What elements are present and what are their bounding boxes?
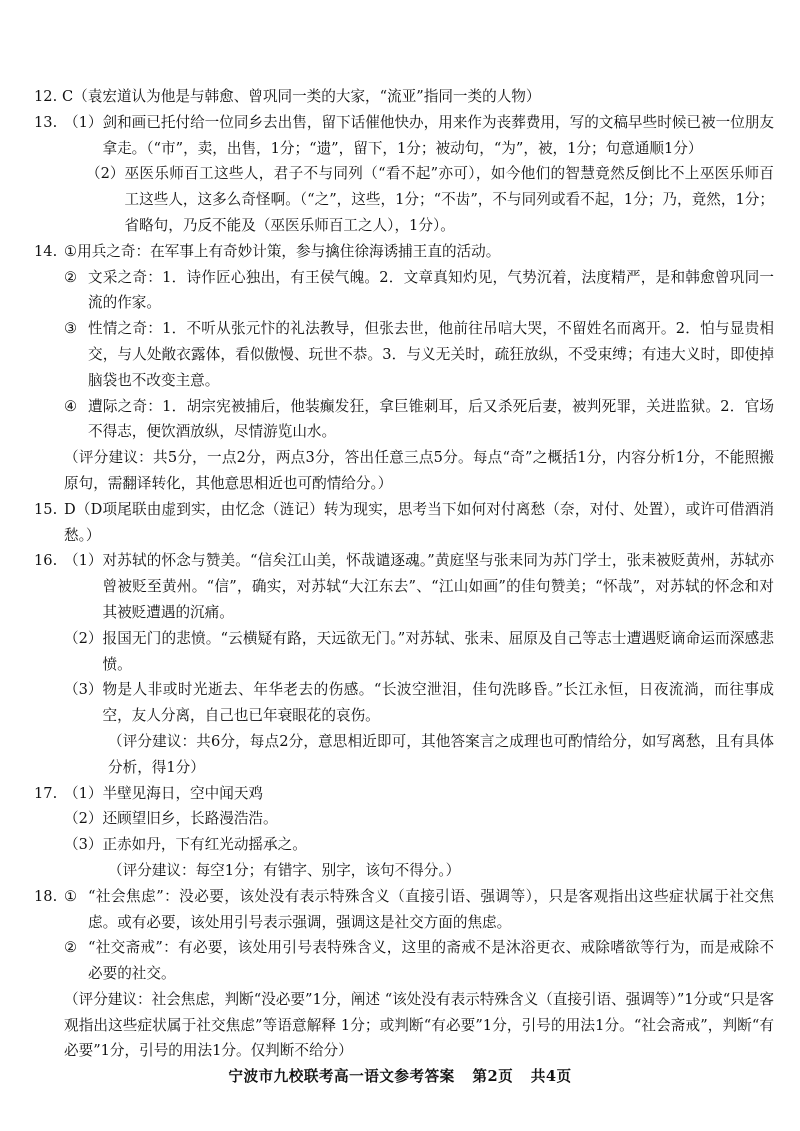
question-13-part-2: [34, 161, 774, 238]
question-12: [34, 84, 774, 110]
answer-text: 性情之奇：1．不听从张元忭的礼法教导，但张去世，他前往吊唁大哭，不留姓名而离开。2．怕与显贵相交，与人处敞衣露体，看似傲慢、玩世不恭。3．与义无关时，疏狂放纵，不受束缚；有违大义时，即使掉脑袋也不改变主意。: [88, 320, 774, 389]
question-17-part-1: [34, 781, 774, 807]
question-number: 18.: [34, 887, 58, 905]
answer-text: 半壁见海日，空中闻天鸡: [102, 784, 264, 802]
answer-text: “社会焦虑”：没必要，该处没有表示特殊含义（直接引语、强调等），只是客观指出这些症状属于社交焦虑。或有必要，该处用引号表示强调，强调这是社交方面的焦虑。: [88, 887, 774, 931]
part-label: （1）: [64, 784, 103, 802]
item-label: ②: [64, 268, 78, 286]
question-16-part-2: [34, 626, 774, 678]
question-18-scoring: [34, 987, 774, 1064]
answer-text: 物是人非或时光逝去、年华老去的伤感。“长波空泄泪，佳句洗眵昏。”长江永恒，日夜流淌，而往事成空，友人分离，自己也已年衰眼花的哀伤。: [102, 681, 774, 725]
part-label: （2）: [64, 810, 103, 828]
question-17-part-2: [34, 806, 774, 832]
item-label: ②: [64, 939, 78, 957]
question-18-item-2: [34, 935, 774, 987]
question-14-item-1: [34, 239, 774, 265]
part-label: （2）: [64, 629, 103, 647]
answer-text: 遭际之奇：1．胡宗宪被捕后，他装癫发狂，拿巨锥刺耳，后又杀死后妻，被判死罪，关进监狱。2．官场不得志，便饮酒放纵，尽情游览山水。: [88, 397, 774, 441]
answer-text: 还顾望旧乡，长路漫浩浩。: [102, 810, 278, 828]
answer-text: 用兵之奇：在军事上有奇妙计策，参与擒住徐海诱捕王直的活动。: [77, 242, 501, 260]
question-17-scoring: [34, 858, 774, 884]
scoring-note: （评分建议：共5分，一点2分，两点3分，答出任意三点5分。每点“奇”之概括1分，内容分析1分，不能照搬原句，需翻译转化，其他意思相近也可酌情给分。）: [64, 449, 774, 492]
question-14-item-3: [34, 316, 774, 393]
item-label: ①: [64, 887, 78, 905]
answer-text: 对苏轼的怀念与赞美。“信矣江山美，怀哉谴逐魂。”黄庭坚与张耒同为苏门学士，张耒被贬黄州，苏轼亦曾被贬至黄州。“信”，确实，对苏轼“大江东去”、“江山如画”的佳句赞美；“怀哉”，对苏轼的怀念和对其被贬遭遇的沉痛。: [102, 552, 774, 621]
item-label: ①: [64, 242, 78, 260]
page-footer: [0, 1064, 800, 1090]
question-number: 15.: [34, 500, 58, 518]
part-label: （1）: [64, 113, 103, 131]
footer-page-number: 第2页: [472, 1068, 514, 1085]
footer-total-pages: 共4页: [530, 1068, 572, 1085]
part-label: （2）: [86, 165, 125, 183]
answer-text: 剑和画已托付给一位同乡去出售，留下话催他快办，用来作为丧葬费用，写的文稿早些时候已被一位朋友拿走。（“市”，卖，出售，1分；“遗”，留下，1分；被动句，“为”，被，1分；句意通顺1分）: [102, 113, 774, 157]
question-14-item-4: [34, 394, 774, 446]
answer-text: D（D项尾联由虚到实，由忆念（涟记）转为现实，思考当下如何对付离愁（奈，对付、处置），或许可借酒消愁。）: [64, 500, 774, 544]
question-18-item-1: [34, 884, 774, 936]
answer-text: 巫医乐师百工这些人，君子不与同列（“看不起”亦可），如今他们的智慧竟然反倒比不上巫医乐师百工这些人，这多么奇怪啊。（“之”，这些，1分；“不齿”，不与同列或看不起，1分；乃，竟然，1分；省略句，乃反不能及（巫医乐师百工之人），1分）。: [124, 165, 774, 234]
scoring-note: （评分建议：社会焦虑，判断“没必要”1分，阐述 “该处没有表示特殊含义（直接引语、强调等）”1分或“只是客观指出这些症状属于社交焦虑”等语意解释 1分；或判断“有必要”1分，引号的用法1分。“社会斋戒”，判断“有必要”1分，引号的用法1分。仅判断不给分）: [64, 990, 774, 1060]
question-13-part-1: [34, 110, 774, 162]
question-16-part-1: [34, 548, 774, 625]
question-14-scoring: [34, 445, 774, 497]
item-label: ④: [64, 397, 78, 415]
question-number: 14.: [34, 242, 58, 260]
part-label: （3）: [64, 681, 103, 699]
question-number: 12.: [34, 88, 58, 105]
footer-title: 宁波市九校联考高一语文参考答案: [228, 1068, 455, 1085]
part-label: （3）: [64, 836, 103, 854]
answer-text: C（袁宏道认为他是与韩愈、曾巩同一类的大家，“流亚”指同一类的人物）: [62, 88, 541, 105]
question-15: [34, 497, 774, 549]
question-number: 16.: [34, 552, 58, 570]
answer-content: [34, 84, 774, 1064]
part-label: （1）: [64, 552, 103, 570]
scoring-note: （评分建议：共6分，每点2分，意思相近即可，其他答案言之成理也可酌情给分，如写离愁，且有具体分析，得1分）: [108, 732, 774, 776]
question-16-scoring: [34, 729, 774, 781]
question-16-part-3: [34, 677, 774, 729]
answer-text: 文采之奇：1．诗作匠心独出，有王侯气魄。2．文章真知灼见，气势沉着，法度精严，是和韩愈曾巩同一流的作家。: [88, 268, 774, 312]
answer-text: “社交斋戒”：有必要，该处用引号表特殊含义，这里的斋戒不是沐浴更衣、戒除嗜欲等行为，而是戒除不必要的社交。: [88, 939, 774, 983]
scoring-note: （评分建议：每空1分；有错字、别字，该句不得分。）: [108, 861, 461, 879]
question-number: 17.: [34, 784, 58, 802]
item-label: ③: [64, 320, 78, 338]
question-14-item-2: [34, 265, 774, 317]
answer-text: 正赤如丹，下有红光动摇承之。: [102, 836, 307, 854]
answer-text: 报国无门的悲愤。“云横疑有路，天远欲无门。”对苏轼、张耒、屈原及自己等志士遭遇贬谪命运而深感悲愤。: [102, 629, 774, 673]
question-number: 13.: [34, 113, 58, 131]
question-17-part-3: [34, 832, 774, 858]
